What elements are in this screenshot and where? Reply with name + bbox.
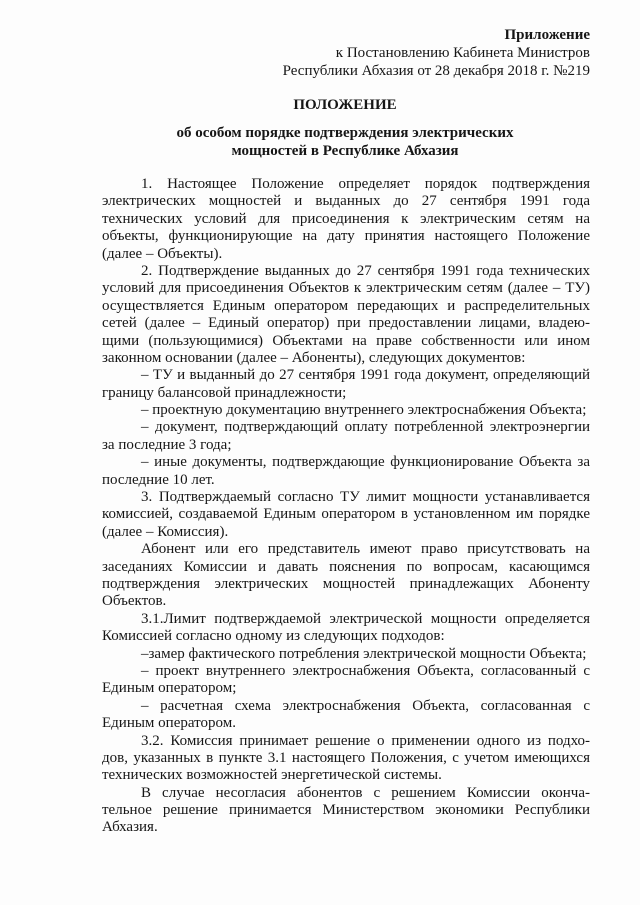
paragraph-line: В случае несогласия абонентов с решением Комиссии оконча- bbox=[141, 784, 590, 801]
paragraph bbox=[102, 611, 590, 646]
paragraph-line: Объектов. bbox=[102, 593, 167, 610]
paragraph bbox=[102, 176, 590, 263]
paragraph-line: заседаниях Комиссии и давать пояснения по вопросам, касающимся bbox=[102, 558, 590, 575]
paragraph bbox=[102, 663, 590, 698]
appendix-reference-line-2: Республики Абхазия от 28 декабря 2018 г. №219 bbox=[282, 63, 590, 79]
paragraph bbox=[102, 698, 590, 733]
paragraph-line: Абхазия. bbox=[102, 819, 158, 836]
paragraph-line: – расчетная схема электроснабжения Объекта, согласованная с bbox=[141, 697, 590, 714]
paragraph-line: подтверждения электрических мощностей принадлежащих Абоненту bbox=[102, 575, 590, 592]
paragraph-line: – документ, подтверждающий оплату потребленной электроэнергии bbox=[141, 419, 590, 436]
paragraph-line: щими (пользующимися) Объектами на праве собственности или ином bbox=[102, 332, 590, 349]
paragraph bbox=[102, 402, 590, 419]
paragraph-line: – иные документы, подтверждающие функционирование Объекта за bbox=[141, 454, 590, 471]
paragraph bbox=[102, 419, 590, 454]
document-subtitle-line-1: об особом порядке подтверждения электрических bbox=[176, 125, 514, 141]
paragraph-line: дов, указанных в пункте 3.1 настоящего Положения, с учетом имеющихся bbox=[102, 749, 590, 766]
paragraph bbox=[102, 733, 590, 785]
paragraph-line: 3.2. Комиссия принимает решение о применении одного из подхо- bbox=[141, 732, 590, 749]
paragraph-line: 2. Подтверждение выданных до 27 сентября 1991 года технических bbox=[141, 262, 590, 279]
paragraph-line: 3.1.Лимит подтверждаемой электрической мощности определяется bbox=[141, 610, 590, 627]
paragraph-line: за последние 3 года; bbox=[102, 436, 232, 453]
document-title: ПОЛОЖЕНИЕ bbox=[293, 97, 397, 113]
paragraph-line: тельное решение принимается Министерством экономики Республики bbox=[102, 802, 590, 819]
paragraph-line: границу балансовой принадлежности; bbox=[102, 384, 347, 401]
appendix-label: Приложение bbox=[504, 27, 590, 43]
paragraph-line: – проект внутреннего электроснабжения Объекта, согласованный с bbox=[141, 662, 590, 679]
paragraph-line: (далее – Объекты). bbox=[102, 245, 223, 262]
paragraph bbox=[102, 785, 590, 837]
paragraph-line: осуществляется Единым оператором передающих и распределительных bbox=[102, 297, 590, 314]
paragraph-line: Абонент или его представитель имеют право присутствовать на bbox=[141, 541, 590, 558]
paragraph-line: последние 10 лет. bbox=[102, 471, 215, 488]
paragraph-line: комиссией, создаваемой Единым оператором в установленном им порядке bbox=[102, 506, 590, 523]
paragraph bbox=[102, 646, 590, 663]
paragraph-line: технических условий для присоединения к электрическим сетям на bbox=[102, 210, 590, 227]
document-body bbox=[102, 176, 590, 837]
paragraph bbox=[102, 263, 590, 367]
paragraph-line: Единым оператором. bbox=[102, 715, 236, 732]
paragraph bbox=[102, 489, 590, 541]
paragraph-line: сетей (далее – Единый оператор) при предоставлении лицами, владею- bbox=[102, 315, 590, 332]
paragraph-line: 3. Подтверждаемый согласно ТУ лимит мощности устанавливается bbox=[141, 489, 590, 506]
paragraph-line: Единым оператором; bbox=[102, 680, 237, 697]
document-subtitle-line-2: мощностей в Республике Абхазия bbox=[231, 143, 459, 159]
paragraph-line: Комиссией согласно одному из следующих подходов: bbox=[102, 628, 445, 645]
paragraph bbox=[102, 454, 590, 489]
paragraph-line: технических возможностей энергетической системы. bbox=[102, 767, 442, 784]
paragraph bbox=[102, 367, 590, 402]
paragraph bbox=[102, 541, 590, 611]
paragraph-line: законном основании (далее – Абоненты), следующих документов: bbox=[102, 349, 526, 366]
appendix-reference-line-1: к Постановлению Кабинета Министров bbox=[335, 45, 590, 61]
paragraph-line: – проектную документацию внутреннего электроснабжения Объекта; bbox=[141, 402, 587, 419]
paragraph-line: (далее – Комиссия). bbox=[102, 523, 229, 540]
paragraph-line: условий для присоединения Объектов к электрическим сетям (далее – ТУ) bbox=[102, 280, 590, 297]
paragraph-line: –замер фактического потребления электрической мощности Объекта; bbox=[141, 645, 587, 662]
paragraph-line: – ТУ и выданный до 27 сентября 1991 года документ, определяющий bbox=[141, 367, 590, 384]
paragraph-line: электрических мощностей и выданных до 27 сентября 1991 года bbox=[102, 193, 590, 210]
paragraph-line: 1. Настоящее Положение определяет порядок подтверждения bbox=[141, 176, 590, 192]
paragraph-line: объекты, функционирующие на дату принятия настоящего Положение bbox=[102, 228, 590, 245]
